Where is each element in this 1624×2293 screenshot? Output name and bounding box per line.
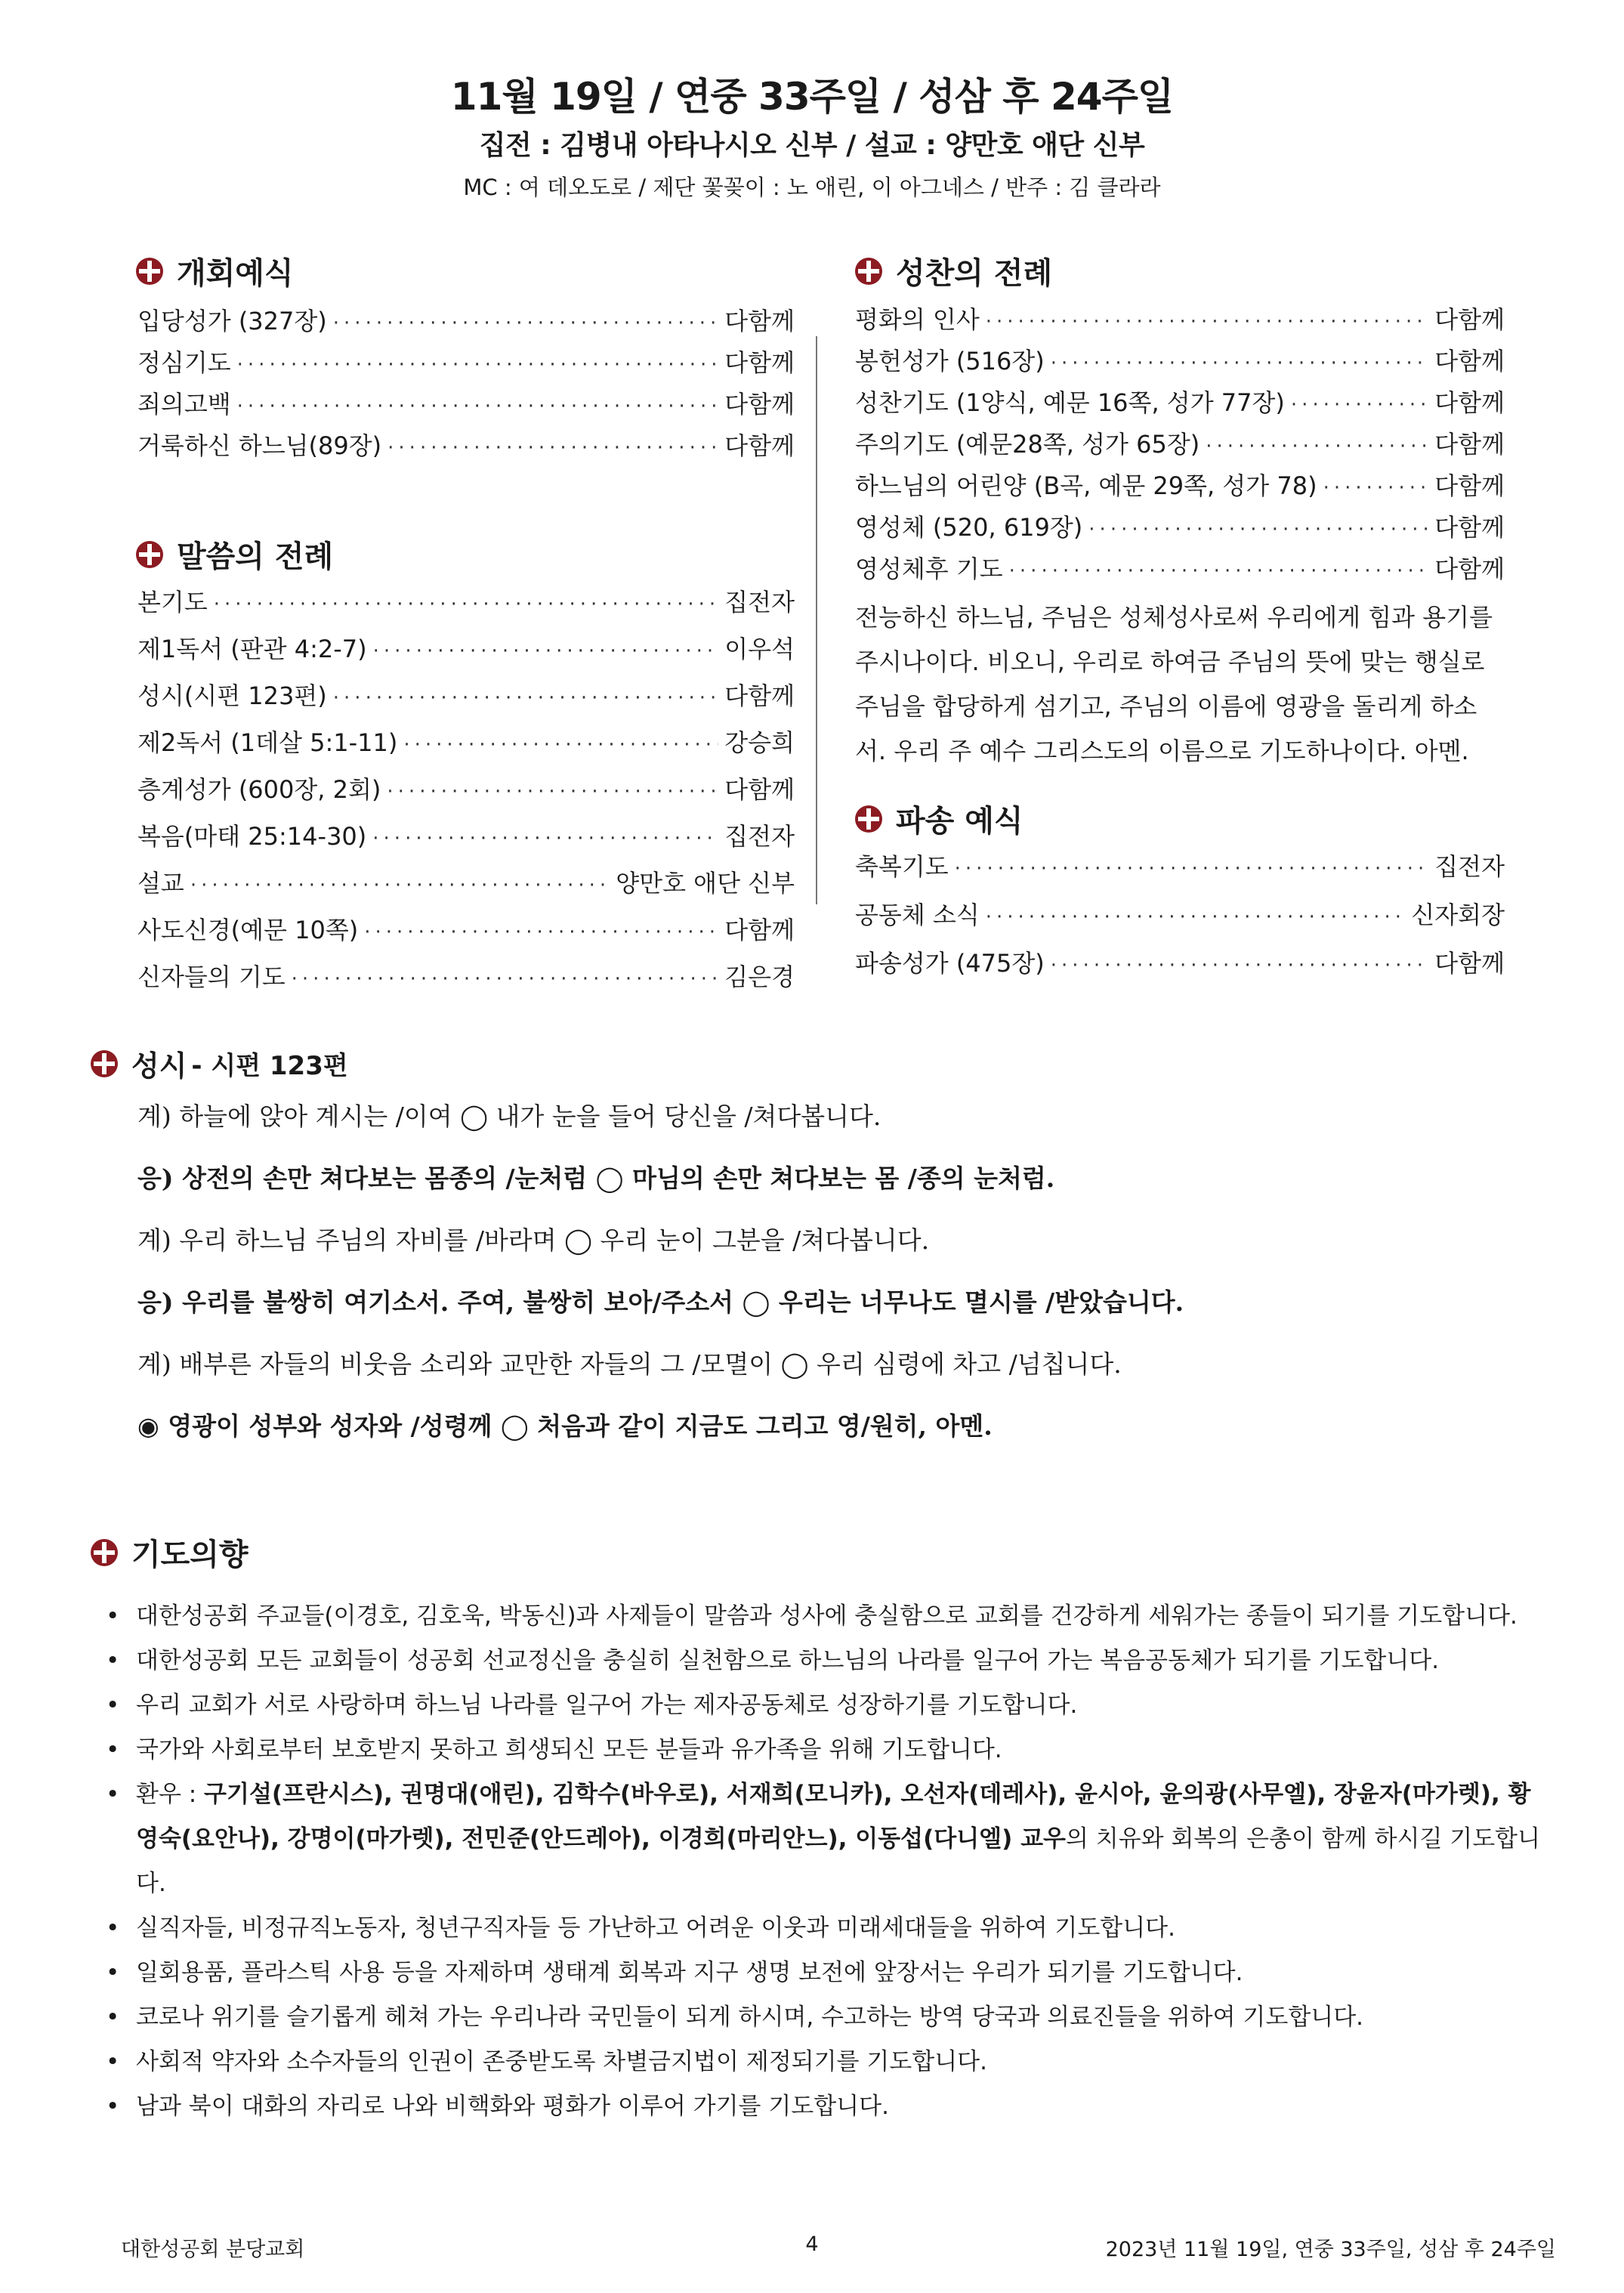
list-item: 성찬기도 (1양식, 예문 16쪽, 성가 77장) ····· 다함께	[855, 384, 1505, 425]
intentions-list	[106, 1594, 1541, 2129]
list-item: 입당성가 (327장) ····· 다함께	[137, 302, 795, 344]
list-item: • 우리 교회가 서로 사랑하며 하느님 나라를 일구어 가는 제자공동체로 성장하기를 기도합니다.	[106, 1683, 1541, 1728]
list-item: • 환우 : 구기설(프란시스), 권명대(애린), 김학수(바우로), 서재희(모니카), 오선자(데레사), 윤시아, 윤의광(사무엘), 장윤자(마가렛), 황영숙(요안나), 강명이(마가렛), 전민준(안드레아), 이경희(마리안느), 이동섭(다니엘) 교우의 치유와 회복의 은총이 함께 하시길 기도합니다.	[106, 1772, 1541, 1906]
cross-icon	[136, 541, 163, 568]
list-item: 설교 ····· 양만호 애단 신부	[137, 864, 795, 911]
list-item: • 국가와 사회로부터 보호받지 못하고 희생되신 모든 분들과 유가족을 위해 기도합니다.	[106, 1728, 1541, 1772]
list-item: 봉헌성가 (516장) ····· 다함께	[855, 342, 1505, 384]
list-item: 정심기도 ····· 다함께	[137, 344, 795, 385]
list-item: 성시(시편 123편) ····· 다함께	[137, 677, 795, 724]
list-item: 평화의 인사 ····· 다함께	[855, 301, 1505, 342]
list-item: 죄의고백 ····· 다함께	[137, 385, 795, 427]
list-item: 파송성가 (475장) ····· 다함께	[855, 944, 1505, 993]
section-psalm	[91, 1043, 348, 1084]
footer-church: 대한성공회 분당교회	[121, 2238, 305, 2261]
section-word	[136, 533, 333, 576]
cross-icon	[136, 258, 163, 285]
word-list	[137, 583, 795, 1005]
psalm-line: 계) 배부른 자들의 비웃음 소리와 교만한 자들의 그 /모멸이 ◯ 우리 심령에 차고 /넘칩니다.	[137, 1349, 1122, 1379]
section-title: 개회예식	[177, 256, 294, 291]
psalm-text	[137, 1092, 1573, 1463]
eucharist-list	[855, 301, 1505, 592]
section-eucharist	[855, 249, 1052, 292]
list-item: 복음(마태 25:14-30) ····· 집전자	[137, 817, 795, 864]
list-item: • 실직자들, 비정규직노동자, 청년구직자들 등 가난하고 어려운 이웃과 미래세대들을 위하여 기도합니다.	[106, 1906, 1541, 1951]
mc-line: MC : 여 데오도로 / 제단 꽃꽂이 : 노 애린, 이 아그네스 / 반주 : 김 클라라	[463, 175, 1161, 200]
section-title: 파송 예식	[896, 804, 1023, 839]
list-item: 층계성가 (600장, 2회) ····· 다함께	[137, 771, 795, 817]
psalm-line: 계) 우리 하느님 주님의 자비를 /바라며 ◯ 우리 눈이 그분을 /쳐다봅니다.	[137, 1225, 930, 1255]
list-item: 영성체 (520, 619장) ····· 다함께	[855, 508, 1505, 550]
section-title: 성시	[131, 1049, 187, 1083]
list-item: • 남과 북이 대화의 자리로 나와 비핵화와 평화가 이루어 가기를 기도합니다.	[106, 2084, 1541, 2129]
list-item: • 사회적 약자와 소수자들의 인권이 존중받도록 차별금지법이 제정되기를 기도합니다.	[106, 2040, 1541, 2084]
section-intentions	[91, 1531, 249, 1574]
section-title: 성찬의 전례	[896, 256, 1053, 291]
list-item: 사도신경(예문 10쪽) ····· 다함께	[137, 911, 795, 958]
psalm-line: 응) 우리를 불쌍히 여기소서. 주여, 불쌍히 보아/주소서 ◯ 우리는 너무나도 멸시를 /받았습니다.	[137, 1287, 1184, 1317]
list-item: 축복기도 ····· 집전자	[855, 848, 1505, 896]
cross-icon	[91, 1050, 118, 1077]
list-item: 제2독서 (1데살 5:1-11) ····· 강승희	[137, 724, 795, 771]
opening-list	[137, 302, 795, 468]
list-item: 공동체 소식 ····· 신자회장	[855, 896, 1505, 944]
list-item: 신자들의 기도 ····· 김은경	[137, 958, 795, 1005]
list-item: • 대한성공회 모든 교회들이 성공회 선교정신을 충실히 실천함으로 하느님의 나라를 일구어 가는 복음공동체가 되기를 기도합니다.	[106, 1639, 1541, 1683]
section-title: 말씀의 전례	[177, 539, 334, 574]
cross-icon	[91, 1539, 118, 1566]
list-item: 본기도 ····· 집전자	[137, 583, 795, 630]
psalm-line: ◉ 영광이 성부와 성자와 /성령께 ◯ 처음과 같이 지금도 그리고 영/원히, 아멘.	[137, 1411, 993, 1441]
column-divider	[816, 336, 817, 904]
section-opening	[136, 249, 294, 292]
list-item: • 코로나 위기를 슬기롭게 헤쳐 가는 우리나라 국민들이 되게 하시며, 수고하는 방역 당국과 의료진들을 위하여 기도합니다.	[106, 1995, 1541, 2040]
patient-names: 구기설(프란시스), 권명대(애린), 김학수(바우로), 서재희(모니카), 오선자(데레사), 윤시아, 윤의광(사무엘), 장윤자(마가렛), 황영숙(요안나), 강명이(마가렛), 전민준(안드레아), 이경희(마리안느), 이동섭(다니엘) 교우	[136, 1781, 1531, 1853]
psalm-line: 계) 하늘에 앉아 계시는 /이여 ◯ 내가 눈을 들어 당신을 /쳐다봅니다.	[137, 1102, 881, 1131]
cross-icon	[855, 258, 882, 285]
list-item: • 대한성공회 주교들(이경호, 김호욱, 박동신)과 사제들이 말씀과 성사에 충실함으로 교회를 건강하게 세워가는 종들이 되기를 기도합니다.	[106, 1594, 1541, 1639]
post-communion-prayer: 전능하신 하느님, 주님은 성체성사로써 우리에게 힘과 용기를 주시나이다. 비오니, 우리로 하여금 주님의 뜻에 맞는 행실로 주님을 합당하게 섬기고, 주님의 이름에 영광을 돌리게 하소 서. 우리 주 예수 그리스도의 이름으로 기도하나이다. 아멘.	[855, 603, 1493, 765]
cross-icon	[855, 805, 882, 833]
footer-page-number: 4	[805, 2233, 819, 2256]
page-title: 11월 19일 / 연중 33주일 / 성삼 후 24주일	[450, 75, 1174, 119]
list-item: 영성체후 기도 ····· 다함께	[855, 550, 1505, 592]
list-item: 주의기도 (예문28쪽, 성가 65장) ····· 다함께	[855, 425, 1505, 467]
list-item: 하느님의 어린양 (B곡, 예문 29쪽, 성가 78) ····· 다함께	[855, 467, 1505, 508]
list-item: 제1독서 (판관 4:2-7) ····· 이우석	[137, 630, 795, 677]
officiant-line: 집전 : 김병내 아타나시오 신부 / 설교 : 양만호 애단 신부	[479, 130, 1145, 161]
footer-date: 2023년 11월 19일, 연중 33주일, 성삼 후 24주일	[1105, 2238, 1556, 2261]
section-dismissal	[855, 797, 1023, 840]
list-item: 거룩하신 하느님(89장) ····· 다함께	[137, 427, 795, 468]
section-title: 기도의향	[131, 1537, 249, 1572]
psalm-reference: - 시편 123편	[191, 1051, 348, 1081]
list-item: • 일회용품, 플라스틱 사용 등을 자제하며 생태계 회복과 지구 생명 보전에 앞장서는 우리가 되기를 기도합니다.	[106, 1951, 1541, 1995]
psalm-line: 응) 상전의 손만 쳐다보는 몸종의 /눈처럼 ◯ 마님의 손만 쳐다보는 몸 /종의 눈처럼.	[137, 1163, 1055, 1193]
dismissal-list	[855, 848, 1505, 993]
